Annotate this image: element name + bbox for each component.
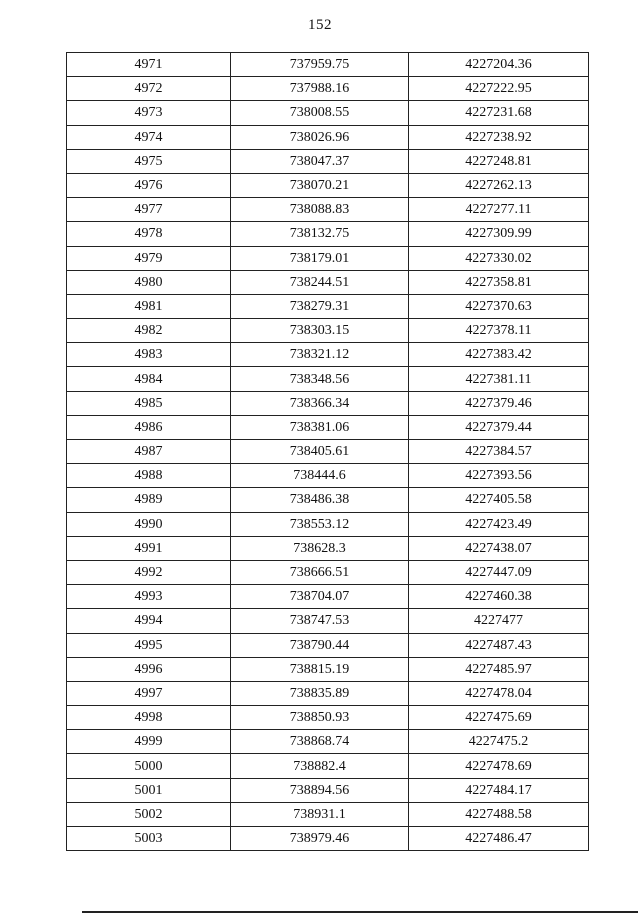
point-id-cell: 4991 xyxy=(67,536,231,560)
y-coordinate-cell: 4227475.2 xyxy=(409,730,589,754)
point-id-cell: 4978 xyxy=(67,222,231,246)
table-row xyxy=(67,512,589,536)
y-coordinate-cell: 4227488.58 xyxy=(409,802,589,826)
x-coordinate-cell: 738553.12 xyxy=(231,512,409,536)
point-id-cell: 4998 xyxy=(67,706,231,730)
bottom-rule xyxy=(82,911,638,913)
x-coordinate-cell: 738747.53 xyxy=(231,609,409,633)
y-coordinate-cell: 4227447.09 xyxy=(409,560,589,584)
y-coordinate-cell: 4227486.47 xyxy=(409,827,589,851)
table-row xyxy=(67,827,589,851)
table-row xyxy=(67,101,589,125)
point-id-cell: 4976 xyxy=(67,173,231,197)
table-row xyxy=(67,173,589,197)
table-row xyxy=(67,367,589,391)
point-id-cell: 4997 xyxy=(67,681,231,705)
table-row xyxy=(67,536,589,560)
x-coordinate-cell: 738321.12 xyxy=(231,343,409,367)
x-coordinate-cell: 738486.38 xyxy=(231,488,409,512)
table-row xyxy=(67,246,589,270)
y-coordinate-cell: 4227204.36 xyxy=(409,53,589,77)
table-row xyxy=(67,802,589,826)
point-id-cell: 5002 xyxy=(67,802,231,826)
table-row xyxy=(67,222,589,246)
x-coordinate-cell: 737959.75 xyxy=(231,53,409,77)
x-coordinate-cell: 738008.55 xyxy=(231,101,409,125)
y-coordinate-cell: 4227222.95 xyxy=(409,77,589,101)
y-coordinate-cell: 4227484.17 xyxy=(409,778,589,802)
table-body xyxy=(67,53,589,851)
y-coordinate-cell: 4227438.07 xyxy=(409,536,589,560)
y-coordinate-cell: 4227478.04 xyxy=(409,681,589,705)
point-id-cell: 4985 xyxy=(67,391,231,415)
point-id-cell: 4972 xyxy=(67,77,231,101)
x-coordinate-cell: 738366.34 xyxy=(231,391,409,415)
x-coordinate-cell: 738868.74 xyxy=(231,730,409,754)
y-coordinate-cell: 4227277.11 xyxy=(409,198,589,222)
x-coordinate-cell: 738931.1 xyxy=(231,802,409,826)
y-coordinate-cell: 4227379.44 xyxy=(409,415,589,439)
point-id-cell: 4981 xyxy=(67,294,231,318)
y-coordinate-cell: 4227477 xyxy=(409,609,589,633)
y-coordinate-cell: 4227330.02 xyxy=(409,246,589,270)
table-row xyxy=(67,730,589,754)
table-row xyxy=(67,77,589,101)
point-id-cell: 4974 xyxy=(67,125,231,149)
point-id-cell: 4990 xyxy=(67,512,231,536)
point-id-cell: 5001 xyxy=(67,778,231,802)
x-coordinate-cell: 738132.75 xyxy=(231,222,409,246)
table-row xyxy=(67,585,589,609)
x-coordinate-cell: 738244.51 xyxy=(231,270,409,294)
y-coordinate-cell: 4227485.97 xyxy=(409,657,589,681)
x-coordinate-cell: 738882.4 xyxy=(231,754,409,778)
x-coordinate-cell: 737988.16 xyxy=(231,77,409,101)
x-coordinate-cell: 738026.96 xyxy=(231,125,409,149)
table-row xyxy=(67,391,589,415)
point-id-cell: 4996 xyxy=(67,657,231,681)
point-id-cell: 4975 xyxy=(67,149,231,173)
point-id-cell: 4973 xyxy=(67,101,231,125)
point-id-cell: 4980 xyxy=(67,270,231,294)
point-id-cell: 4979 xyxy=(67,246,231,270)
y-coordinate-cell: 4227475.69 xyxy=(409,706,589,730)
y-coordinate-cell: 4227460.38 xyxy=(409,585,589,609)
x-coordinate-cell: 738348.56 xyxy=(231,367,409,391)
x-coordinate-cell: 738444.6 xyxy=(231,464,409,488)
y-coordinate-cell: 4227262.13 xyxy=(409,173,589,197)
table-row xyxy=(67,53,589,77)
point-id-cell: 5000 xyxy=(67,754,231,778)
table-row xyxy=(67,270,589,294)
y-coordinate-cell: 4227370.63 xyxy=(409,294,589,318)
table-row xyxy=(67,319,589,343)
point-id-cell: 4993 xyxy=(67,585,231,609)
table-row xyxy=(67,633,589,657)
y-coordinate-cell: 4227379.46 xyxy=(409,391,589,415)
x-coordinate-cell: 738979.46 xyxy=(231,827,409,851)
table-row xyxy=(67,560,589,584)
table-row xyxy=(67,415,589,439)
table-row xyxy=(67,440,589,464)
point-id-cell: 5003 xyxy=(67,827,231,851)
coordinate-table xyxy=(66,52,589,851)
point-id-cell: 4983 xyxy=(67,343,231,367)
table-row xyxy=(67,657,589,681)
y-coordinate-cell: 4227478.69 xyxy=(409,754,589,778)
y-coordinate-cell: 4227381.11 xyxy=(409,367,589,391)
y-coordinate-cell: 4227248.81 xyxy=(409,149,589,173)
table-row xyxy=(67,778,589,802)
table-row xyxy=(67,125,589,149)
x-coordinate-cell: 738704.07 xyxy=(231,585,409,609)
point-id-cell: 4986 xyxy=(67,415,231,439)
point-id-cell: 4992 xyxy=(67,560,231,584)
x-coordinate-cell: 738835.89 xyxy=(231,681,409,705)
x-coordinate-cell: 738179.01 xyxy=(231,246,409,270)
x-coordinate-cell: 738628.3 xyxy=(231,536,409,560)
point-id-cell: 4971 xyxy=(67,53,231,77)
point-id-cell: 4994 xyxy=(67,609,231,633)
y-coordinate-cell: 4227405.58 xyxy=(409,488,589,512)
table-row xyxy=(67,609,589,633)
point-id-cell: 4984 xyxy=(67,367,231,391)
x-coordinate-cell: 738790.44 xyxy=(231,633,409,657)
y-coordinate-cell: 4227231.68 xyxy=(409,101,589,125)
x-coordinate-cell: 738666.51 xyxy=(231,560,409,584)
page-number: 152 xyxy=(308,17,332,33)
x-coordinate-cell: 738894.56 xyxy=(231,778,409,802)
x-coordinate-cell: 738279.31 xyxy=(231,294,409,318)
table-row xyxy=(67,488,589,512)
table-row xyxy=(67,149,589,173)
point-id-cell: 4988 xyxy=(67,464,231,488)
table-row xyxy=(67,464,589,488)
y-coordinate-cell: 4227309.99 xyxy=(409,222,589,246)
x-coordinate-cell: 738381.06 xyxy=(231,415,409,439)
point-id-cell: 4989 xyxy=(67,488,231,512)
point-id-cell: 4987 xyxy=(67,440,231,464)
table-row xyxy=(67,706,589,730)
y-coordinate-cell: 4227423.49 xyxy=(409,512,589,536)
x-coordinate-cell: 738047.37 xyxy=(231,149,409,173)
table-row xyxy=(67,294,589,318)
y-coordinate-cell: 4227238.92 xyxy=(409,125,589,149)
x-coordinate-cell: 738405.61 xyxy=(231,440,409,464)
table-row xyxy=(67,681,589,705)
x-coordinate-cell: 738815.19 xyxy=(231,657,409,681)
y-coordinate-cell: 4227384.57 xyxy=(409,440,589,464)
point-id-cell: 4999 xyxy=(67,730,231,754)
x-coordinate-cell: 738303.15 xyxy=(231,319,409,343)
table-row xyxy=(67,754,589,778)
point-id-cell: 4995 xyxy=(67,633,231,657)
x-coordinate-cell: 738070.21 xyxy=(231,173,409,197)
table-row xyxy=(67,198,589,222)
point-id-cell: 4982 xyxy=(67,319,231,343)
y-coordinate-cell: 4227358.81 xyxy=(409,270,589,294)
table-row xyxy=(67,343,589,367)
y-coordinate-cell: 4227378.11 xyxy=(409,319,589,343)
x-coordinate-cell: 738088.83 xyxy=(231,198,409,222)
x-coordinate-cell: 738850.93 xyxy=(231,706,409,730)
y-coordinate-cell: 4227393.56 xyxy=(409,464,589,488)
y-coordinate-cell: 4227487.43 xyxy=(409,633,589,657)
y-coordinate-cell: 4227383.42 xyxy=(409,343,589,367)
point-id-cell: 4977 xyxy=(67,198,231,222)
